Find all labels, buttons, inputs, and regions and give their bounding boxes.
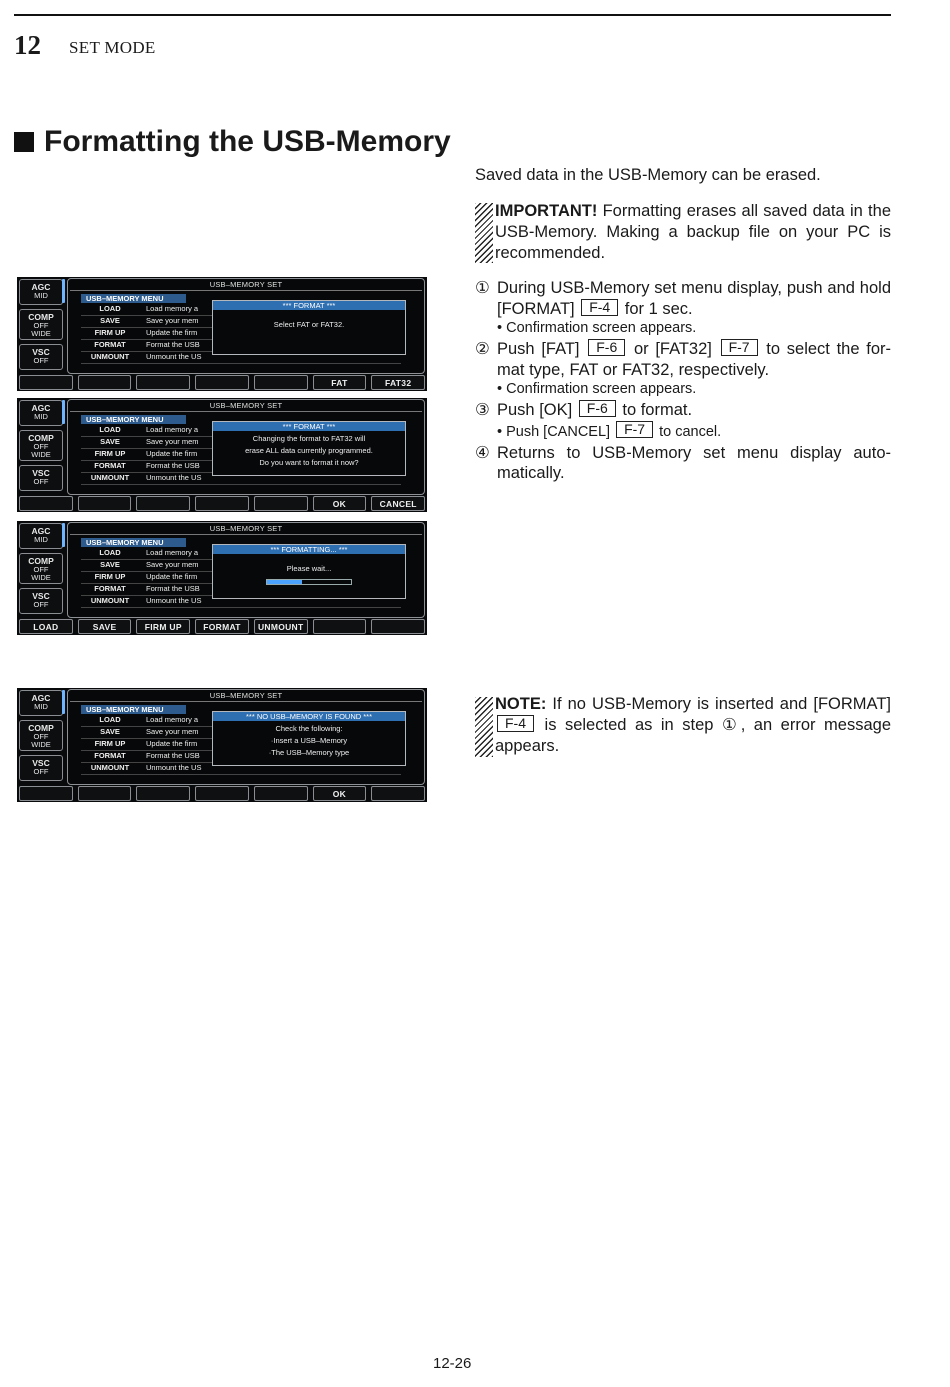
key-f4: F-4 bbox=[581, 299, 618, 316]
comp-width: WIDE bbox=[31, 449, 51, 459]
function-key-f5[interactable] bbox=[254, 496, 308, 511]
menu-header: USB–MEMORY MENU bbox=[81, 415, 186, 424]
steps-list bbox=[475, 278, 891, 484]
menu-item-name: UNMOUNT bbox=[90, 596, 130, 605]
comp-value: OFF bbox=[33, 565, 49, 574]
dialog-line: erase ALL data currently programmed. bbox=[245, 446, 373, 455]
menu-item-name: SAVE bbox=[100, 560, 120, 569]
function-key-f2[interactable] bbox=[78, 786, 132, 801]
function-key-f4[interactable] bbox=[195, 496, 249, 511]
vsc-value: OFF bbox=[33, 767, 49, 776]
function-key-f3[interactable] bbox=[136, 375, 190, 390]
function-key-f5[interactable] bbox=[254, 786, 308, 801]
step-text: Push [OK] bbox=[497, 401, 577, 419]
menu-item-name: FORMAT bbox=[94, 340, 126, 349]
menu-item-name: FORMAT bbox=[94, 461, 126, 470]
function-key-f1[interactable] bbox=[19, 375, 73, 390]
dialog-title: *** FORMAT *** bbox=[213, 301, 405, 310]
vsc-value: OFF bbox=[33, 600, 49, 609]
dialog-line: Please wait... bbox=[286, 564, 332, 573]
function-key-f1[interactable] bbox=[19, 786, 73, 801]
square-bullet-icon bbox=[14, 132, 34, 152]
function-key-f5[interactable]: UNMOUNT bbox=[254, 619, 308, 634]
function-key-f2[interactable] bbox=[78, 375, 132, 390]
dialog bbox=[212, 421, 406, 476]
function-key-f7[interactable]: CANCEL bbox=[371, 496, 425, 511]
menu-item-desc: Load memory a bbox=[146, 425, 199, 434]
usb-memory-set-panel bbox=[67, 522, 425, 618]
dialog-line: Changing the format to FAT32 will bbox=[252, 434, 366, 443]
comp-width: WIDE bbox=[31, 739, 51, 749]
radio-screen-2 bbox=[17, 398, 427, 512]
menu-item-name: UNMOUNT bbox=[90, 352, 130, 361]
dialog-title: *** FORMAT *** bbox=[213, 422, 405, 431]
warning-hatch-icon bbox=[475, 203, 493, 263]
sub-text: • Push [CANCEL] bbox=[497, 423, 615, 440]
menu-item-desc: Unmount the US bbox=[146, 352, 202, 361]
vsc-value: OFF bbox=[33, 356, 49, 365]
menu-item-desc: Update the firm bbox=[146, 739, 198, 748]
function-key-f6[interactable] bbox=[313, 619, 367, 634]
key-f4: F-4 bbox=[497, 715, 534, 732]
agc-button[interactable] bbox=[19, 523, 63, 549]
agc-button[interactable] bbox=[19, 400, 63, 426]
radio-screen-1 bbox=[17, 277, 427, 391]
menu-item-name: LOAD bbox=[99, 304, 121, 313]
comp-label: COMP bbox=[28, 723, 54, 733]
comp-button[interactable] bbox=[19, 553, 63, 584]
selection-indicator bbox=[62, 523, 65, 547]
menu-item-desc: Format the USB bbox=[146, 340, 200, 349]
dialog bbox=[212, 711, 406, 766]
comp-value: OFF bbox=[33, 732, 49, 741]
dialog-line: ·Insert a USB–Memory bbox=[270, 736, 348, 745]
title-divider bbox=[70, 290, 422, 291]
menu-item-desc: Format the USB bbox=[146, 584, 200, 593]
important-paragraph bbox=[495, 201, 891, 264]
function-key-f4[interactable] bbox=[195, 375, 249, 390]
key-f7: F-7 bbox=[721, 339, 758, 356]
menu-header: USB–MEMORY MENU bbox=[81, 705, 186, 714]
menu-item-name: FORMAT bbox=[94, 751, 126, 760]
function-key-f1[interactable] bbox=[19, 496, 73, 511]
step-text: to select the format type, FAT or FAT32, respectively. bbox=[497, 340, 891, 379]
usb-memory-set-panel bbox=[67, 278, 425, 374]
panel-title: USB–MEMORY SET bbox=[209, 401, 283, 410]
key-f6: F-6 bbox=[588, 339, 625, 356]
dialog-body bbox=[213, 310, 405, 331]
agc-value: MID bbox=[34, 702, 48, 711]
note-paragraph bbox=[495, 694, 891, 757]
menu-item-name: UNMOUNT bbox=[90, 763, 130, 772]
comp-width: WIDE bbox=[31, 572, 51, 582]
menu-item-name: LOAD bbox=[99, 425, 121, 434]
function-key-row bbox=[19, 619, 425, 634]
sub-text: to cancel. bbox=[655, 423, 722, 440]
step-4 bbox=[475, 443, 891, 484]
agc-label: AGC bbox=[31, 693, 51, 703]
step-text: to format. bbox=[617, 401, 693, 419]
step-text: Returns to USB-Memory set menu display automatically. bbox=[497, 443, 891, 482]
selection-indicator bbox=[62, 400, 65, 424]
dialog-line: Check the following: bbox=[275, 724, 343, 733]
menu-item-desc: Update the firm bbox=[146, 449, 198, 458]
title-divider bbox=[70, 534, 422, 535]
menu-item-desc: Unmount the US bbox=[146, 473, 202, 482]
title-divider bbox=[70, 701, 422, 702]
step-1 bbox=[475, 278, 891, 319]
step-2 bbox=[475, 339, 891, 380]
vsc-label: VSC bbox=[32, 758, 50, 768]
dialog-title: *** FORMATTING... *** bbox=[213, 545, 405, 554]
agc-value: MID bbox=[34, 535, 48, 544]
vsc-label: VSC bbox=[32, 591, 50, 601]
dialog-line: ·The USB–Memory type bbox=[268, 748, 350, 757]
step-3 bbox=[475, 400, 891, 421]
comp-button[interactable] bbox=[19, 720, 63, 751]
comp-label: COMP bbox=[28, 312, 54, 322]
menu-item-desc: Update the firm bbox=[146, 328, 198, 337]
note-text: is selected as in step ①, an error message appears. bbox=[495, 716, 891, 755]
menu-item-name: UNMOUNT bbox=[90, 473, 130, 482]
step-1-sub: • Confirmation screen appears. bbox=[497, 320, 697, 336]
step-text: for 1 sec. bbox=[620, 299, 693, 318]
vsc-label: VSC bbox=[32, 347, 50, 357]
menu-item-desc: Load memory a bbox=[146, 548, 199, 557]
note-text: If no USB-Memory is inserted and [FORMAT] bbox=[546, 695, 891, 713]
menu-item-name: FIRM UP bbox=[94, 739, 126, 748]
step-2-sub: • Confirmation screen appears. bbox=[497, 381, 697, 397]
dialog-title: *** NO USB–MEMORY IS FOUND *** bbox=[213, 712, 405, 721]
function-key-f4[interactable] bbox=[195, 786, 249, 801]
dialog-line: Select FAT or FAT32. bbox=[273, 320, 345, 329]
dialog-line: Do you want to format it now? bbox=[259, 458, 359, 467]
function-key-f7[interactable] bbox=[371, 786, 425, 801]
intro-text: Saved data in the USB-Memory can be erased. bbox=[475, 166, 821, 184]
step-text: During USB-Memory set menu display, push and hold [FORMAT] bbox=[497, 279, 891, 318]
menu-item-name: SAVE bbox=[100, 316, 120, 325]
panel-title: USB–MEMORY SET bbox=[209, 280, 283, 289]
chapter-title: SET MODE bbox=[69, 38, 156, 57]
function-key-row bbox=[19, 786, 425, 801]
menu-item-desc: Unmount the US bbox=[146, 763, 202, 772]
agc-label: AGC bbox=[31, 282, 51, 292]
agc-label: AGC bbox=[31, 403, 51, 413]
agc-label: AGC bbox=[31, 526, 51, 536]
step-number: ① bbox=[475, 279, 490, 297]
panel-title: USB–MEMORY SET bbox=[209, 691, 283, 700]
function-key-f6[interactable]: OK bbox=[313, 786, 367, 801]
warning-hatch-icon bbox=[475, 697, 493, 757]
vsc-value: OFF bbox=[33, 477, 49, 486]
progress-bar bbox=[266, 579, 352, 585]
panel-title: USB–MEMORY SET bbox=[209, 524, 283, 533]
comp-width: WIDE bbox=[31, 328, 51, 338]
important-label: IMPORTANT! bbox=[495, 202, 598, 220]
menu-item-desc: Save your mem bbox=[146, 560, 199, 569]
page-number: 12-26 bbox=[433, 1355, 472, 1372]
section-heading bbox=[14, 125, 451, 159]
key-f6: F-6 bbox=[579, 400, 616, 417]
function-key-f1[interactable]: LOAD bbox=[19, 619, 73, 634]
menu-item-name: LOAD bbox=[99, 715, 121, 724]
vsc-button[interactable] bbox=[19, 465, 63, 491]
menu-header: USB–MEMORY MENU bbox=[81, 294, 186, 303]
menu-item-desc: Save your mem bbox=[146, 727, 199, 736]
menu-item-name: SAVE bbox=[100, 437, 120, 446]
agc-value: MID bbox=[34, 291, 48, 300]
function-key-f3[interactable] bbox=[136, 786, 190, 801]
function-key-f3[interactable] bbox=[136, 496, 190, 511]
function-key-row bbox=[19, 496, 425, 511]
function-key-f6[interactable]: OK bbox=[313, 496, 367, 511]
agc-value: MID bbox=[34, 412, 48, 421]
vsc-label: VSC bbox=[32, 468, 50, 478]
function-key-f7[interactable]: FAT32 bbox=[371, 375, 425, 390]
menu-item-desc: Format the USB bbox=[146, 461, 200, 470]
function-key-f7[interactable] bbox=[371, 619, 425, 634]
note-label: NOTE: bbox=[495, 695, 547, 713]
section-title: Formatting the USB-Memory bbox=[44, 125, 451, 158]
comp-label: COMP bbox=[28, 433, 54, 443]
usb-memory-set-panel bbox=[67, 399, 425, 495]
top-rule bbox=[14, 14, 891, 16]
function-key-f4[interactable]: FORMAT bbox=[195, 619, 249, 634]
step-text: Push [FAT] bbox=[497, 340, 587, 358]
step-number: ④ bbox=[475, 443, 490, 462]
agc-button[interactable] bbox=[19, 690, 63, 716]
usb-memory-set-panel bbox=[67, 689, 425, 785]
menu-item-desc: Save your mem bbox=[146, 437, 199, 446]
selection-indicator bbox=[62, 279, 65, 303]
menu-item-name: FORMAT bbox=[94, 584, 126, 593]
progress-fill bbox=[267, 580, 302, 584]
vsc-button[interactable] bbox=[19, 588, 63, 614]
function-key-f5[interactable] bbox=[254, 375, 308, 390]
function-key-f2[interactable] bbox=[78, 496, 132, 511]
vsc-button[interactable] bbox=[19, 755, 63, 781]
step-text: or [FAT32] bbox=[627, 340, 719, 358]
comp-value: OFF bbox=[33, 442, 49, 451]
menu-item-desc: Save your mem bbox=[146, 316, 199, 325]
function-key-f6[interactable]: FAT bbox=[313, 375, 367, 390]
comp-button[interactable] bbox=[19, 309, 63, 340]
step-number: ③ bbox=[475, 401, 490, 419]
menu-item-desc: Update the firm bbox=[146, 572, 198, 581]
step-3-sub bbox=[475, 421, 891, 442]
function-key-f2[interactable]: SAVE bbox=[78, 619, 132, 634]
menu-item-name: LOAD bbox=[99, 548, 121, 557]
selection-indicator bbox=[62, 690, 65, 714]
dialog-body bbox=[213, 721, 405, 759]
radio-screen-4 bbox=[17, 688, 427, 802]
menu-item-desc: Load memory a bbox=[146, 304, 199, 313]
comp-label: COMP bbox=[28, 556, 54, 566]
dialog-body bbox=[213, 431, 405, 469]
menu-item-desc: Load memory a bbox=[146, 715, 199, 724]
menu-header: USB–MEMORY MENU bbox=[81, 538, 186, 547]
radio-screen-3 bbox=[17, 521, 427, 635]
menu-item-name: FIRM UP bbox=[94, 449, 126, 458]
agc-button[interactable] bbox=[19, 279, 63, 305]
comp-button[interactable] bbox=[19, 430, 63, 461]
comp-value: OFF bbox=[33, 321, 49, 330]
chapter-number: 12 bbox=[14, 30, 41, 60]
step-number: ② bbox=[475, 340, 490, 358]
menu-item-desc: Unmount the US bbox=[146, 596, 202, 605]
function-key-row bbox=[19, 375, 425, 390]
dialog-body bbox=[213, 554, 405, 585]
menu-item-desc: Format the USB bbox=[146, 751, 200, 760]
dialog bbox=[212, 544, 406, 599]
title-divider bbox=[70, 411, 422, 412]
important-text: Formatting erases all saved data in the USB-Memory. Making a backup file on your PC is recommended. bbox=[495, 202, 891, 262]
menu-item-name: FIRM UP bbox=[94, 572, 126, 581]
dialog bbox=[212, 300, 406, 355]
menu-item-name: FIRM UP bbox=[94, 328, 126, 337]
key-f7: F-7 bbox=[616, 421, 653, 438]
menu-item-name: SAVE bbox=[100, 727, 120, 736]
vsc-button[interactable] bbox=[19, 344, 63, 370]
function-key-f3[interactable]: FIRM UP bbox=[136, 619, 190, 634]
